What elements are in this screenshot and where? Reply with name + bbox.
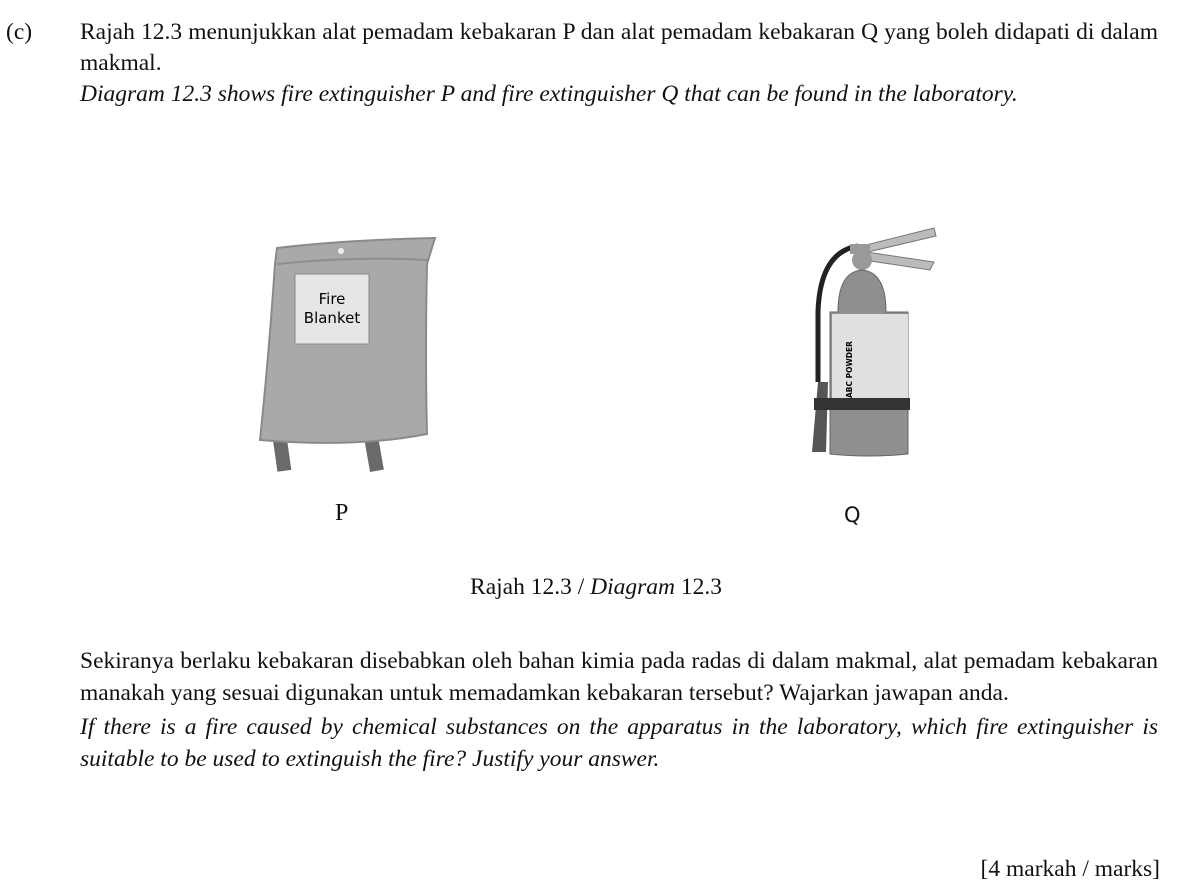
blanket-sign-line2: Blanket — [303, 309, 361, 327]
marks-allocation: [4 markah / marks] — [980, 856, 1160, 882]
caption-malay: Rajah 12.3 / — [470, 574, 591, 600]
caption-number: 12.3 — [674, 574, 722, 600]
fire-extinguisher-image — [808, 222, 948, 462]
caption-english: Diagram — [590, 574, 675, 600]
question-intro — [80, 17, 1158, 110]
extinguisher-tag: ABC POWDER — [845, 341, 854, 398]
blanket-sign-line1: Fire — [318, 290, 346, 308]
intro-malay: Rajah 12.3 menunjukkan alat pemadam kebakaran P dan alat pemadam kebakaran Q yang boleh didapati di dalam makmal. — [80, 19, 1158, 76]
figure-label-q: Q — [844, 503, 861, 527]
figure-label-p: P — [335, 500, 349, 526]
diagram-caption — [0, 574, 1192, 601]
fire-blanket-image — [255, 234, 440, 474]
prompt-english: If there is a fire caused by chemical substances on the apparatus in the laboratory, which fire extinguisher is suitable to be used to extinguish the fire? Justify your answer. — [80, 714, 1158, 772]
prompt-malay: Sekiranya berlaku kebakaran disebabkan oleh bahan kimia pada radas di dalam makmal, alat pemadam kebakaran manakah yang sesuai digunakan untuk memadamkan kebakaran tersebut? Wajarkan jawapan anda. — [80, 648, 1158, 706]
question-prompt — [80, 645, 1158, 775]
question-label: (c) — [6, 19, 33, 45]
intro-english: Diagram 12.3 shows fire extinguisher P and fire extinguisher Q that can be found in the laboratory. — [80, 81, 1018, 107]
